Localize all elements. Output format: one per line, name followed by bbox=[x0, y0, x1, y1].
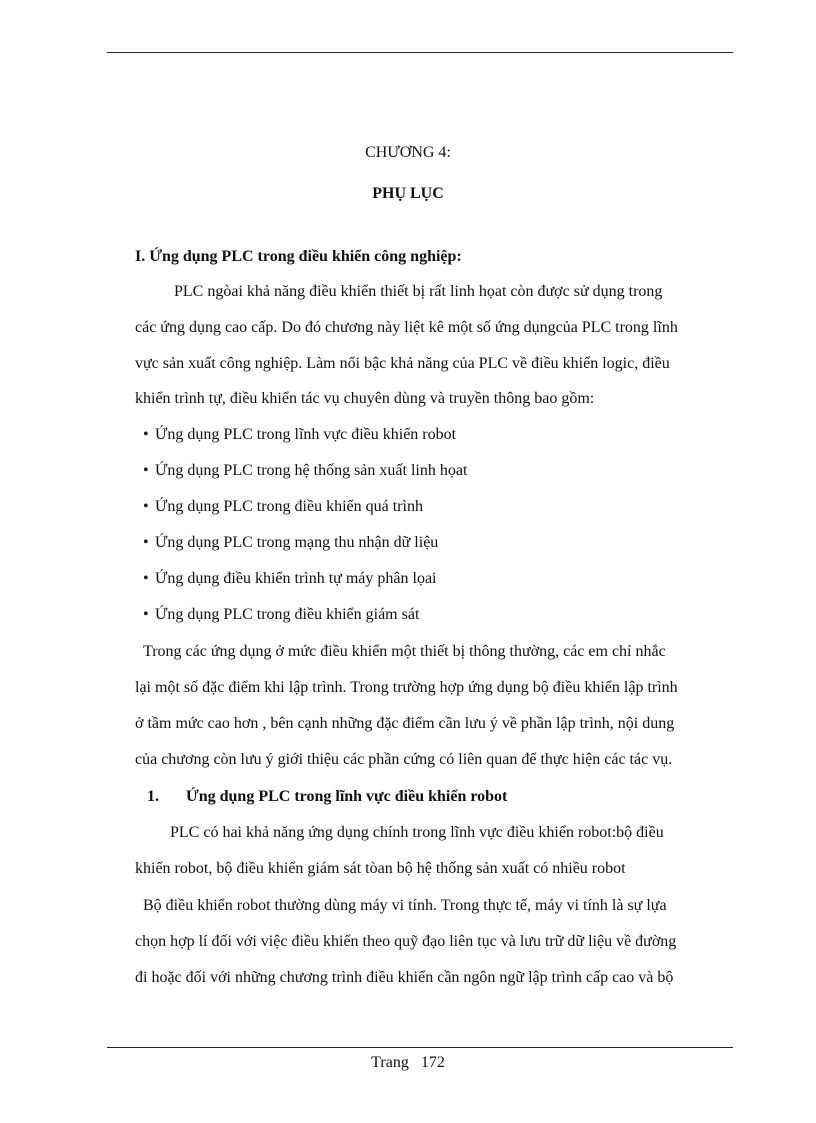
paragraph-line: chọn hợp lí đối với việc điều khiển theo quỹ đạo liên tục và lưu trữ dữ liệu về đường bbox=[135, 933, 677, 950]
chapter-title: PHỤ LỤC bbox=[372, 185, 444, 202]
chapter-number: CHƯƠNG 4: bbox=[365, 144, 451, 161]
bullet-item bbox=[143, 533, 438, 553]
bullet-text: Ứng dụng PLC trong hệ thống sản xuất linh họat bbox=[155, 462, 468, 479]
bullet-text: Ứng dụng PLC trong điều khiển giám sát bbox=[155, 606, 420, 623]
bullet-text: Ứng dụng PLC trong mạng thu nhận dữ liệu bbox=[155, 534, 439, 551]
paragraph-line: ở tầm mức cao hơn , bên cạnh những đặc điểm cần lưu ý về phần lập trình, nội dung bbox=[135, 715, 675, 732]
page-number: 172 bbox=[420, 1054, 445, 1071]
bullet-item bbox=[143, 569, 436, 589]
bullet-icon: • bbox=[143, 498, 149, 515]
bullet-item bbox=[143, 497, 423, 517]
bullet-item bbox=[143, 425, 456, 445]
bullet-icon: • bbox=[143, 534, 149, 551]
intro-line: PLC ngòai khả năng điều khiển thiết bị rất linh họat còn được sử dụng trong bbox=[174, 283, 663, 300]
paragraph-line: Bộ điều khiển robot thường dùng máy vi tính. Trong thực tế, máy vi tính là sự lựa bbox=[143, 897, 667, 914]
intro-line: vực sản xuất công nghiệp. Làm nổi bậc khả năng của PLC về điều khiển logic, điều bbox=[135, 355, 670, 372]
paragraph-line: Trong các ứng dụng ở mức điều khiển một thiết bị thông thường, các em chỉ nhắc bbox=[143, 643, 666, 660]
paragraph-line: lại một số đặc điểm khi lập trình. Trong trường hợp ứng dụng bộ điều khiển lập trình bbox=[135, 679, 678, 696]
bullet-icon: • bbox=[143, 570, 149, 587]
bullet-text: Ứng dụng PLC trong điều khiển quá trình bbox=[155, 498, 423, 515]
page-label: Trang bbox=[371, 1054, 409, 1071]
page-footer bbox=[0, 1053, 816, 1073]
bullet-item bbox=[143, 461, 467, 481]
subsection-number: 1. bbox=[147, 788, 159, 805]
bullet-item bbox=[143, 605, 419, 625]
paragraph-line: khiển robot, bộ điều khiển giám sát tòan bộ hệ thống sản xuất có nhiều robot bbox=[135, 860, 626, 877]
paragraph-line: PLC có hai khả năng ứng dụng chính trong lĩnh vực điều khiển robot:bộ điều bbox=[170, 824, 664, 841]
paragraph-line: của chương còn lưu ý giới thiệu các phần cứng có liên quan để thực hiện các tác vụ. bbox=[135, 751, 673, 768]
bullet-text: Ứng dụng điều khiển trình tự máy phân lọai bbox=[155, 570, 437, 587]
intro-line: các ứng dụng cao cấp. Do đó chương này liệt kê một số ứng dụngcủa PLC trong lĩnh bbox=[135, 319, 678, 336]
intro-line: khiển trình tự, điều khiển tác vụ chuyên dùng và truyền thông bao gồm: bbox=[135, 390, 595, 407]
subsection-heading: Ứng dụng PLC trong lĩnh vực điều khiển robot bbox=[186, 788, 508, 805]
bullet-icon: • bbox=[143, 462, 149, 479]
bullet-text: Ứng dụng PLC trong lĩnh vực điều khiển robot bbox=[155, 426, 457, 443]
header-rule bbox=[107, 52, 733, 53]
section-heading: I. Ứng dụng PLC trong điều khiển công nghiệp: bbox=[135, 248, 462, 265]
footer-rule bbox=[107, 1047, 733, 1048]
bullet-icon: • bbox=[143, 606, 149, 623]
paragraph-line: đi hoặc đối với những chương trình điều khiển cần ngôn ngữ lập trình cấp cao và bộ bbox=[135, 969, 674, 986]
bullet-icon: • bbox=[143, 426, 149, 443]
